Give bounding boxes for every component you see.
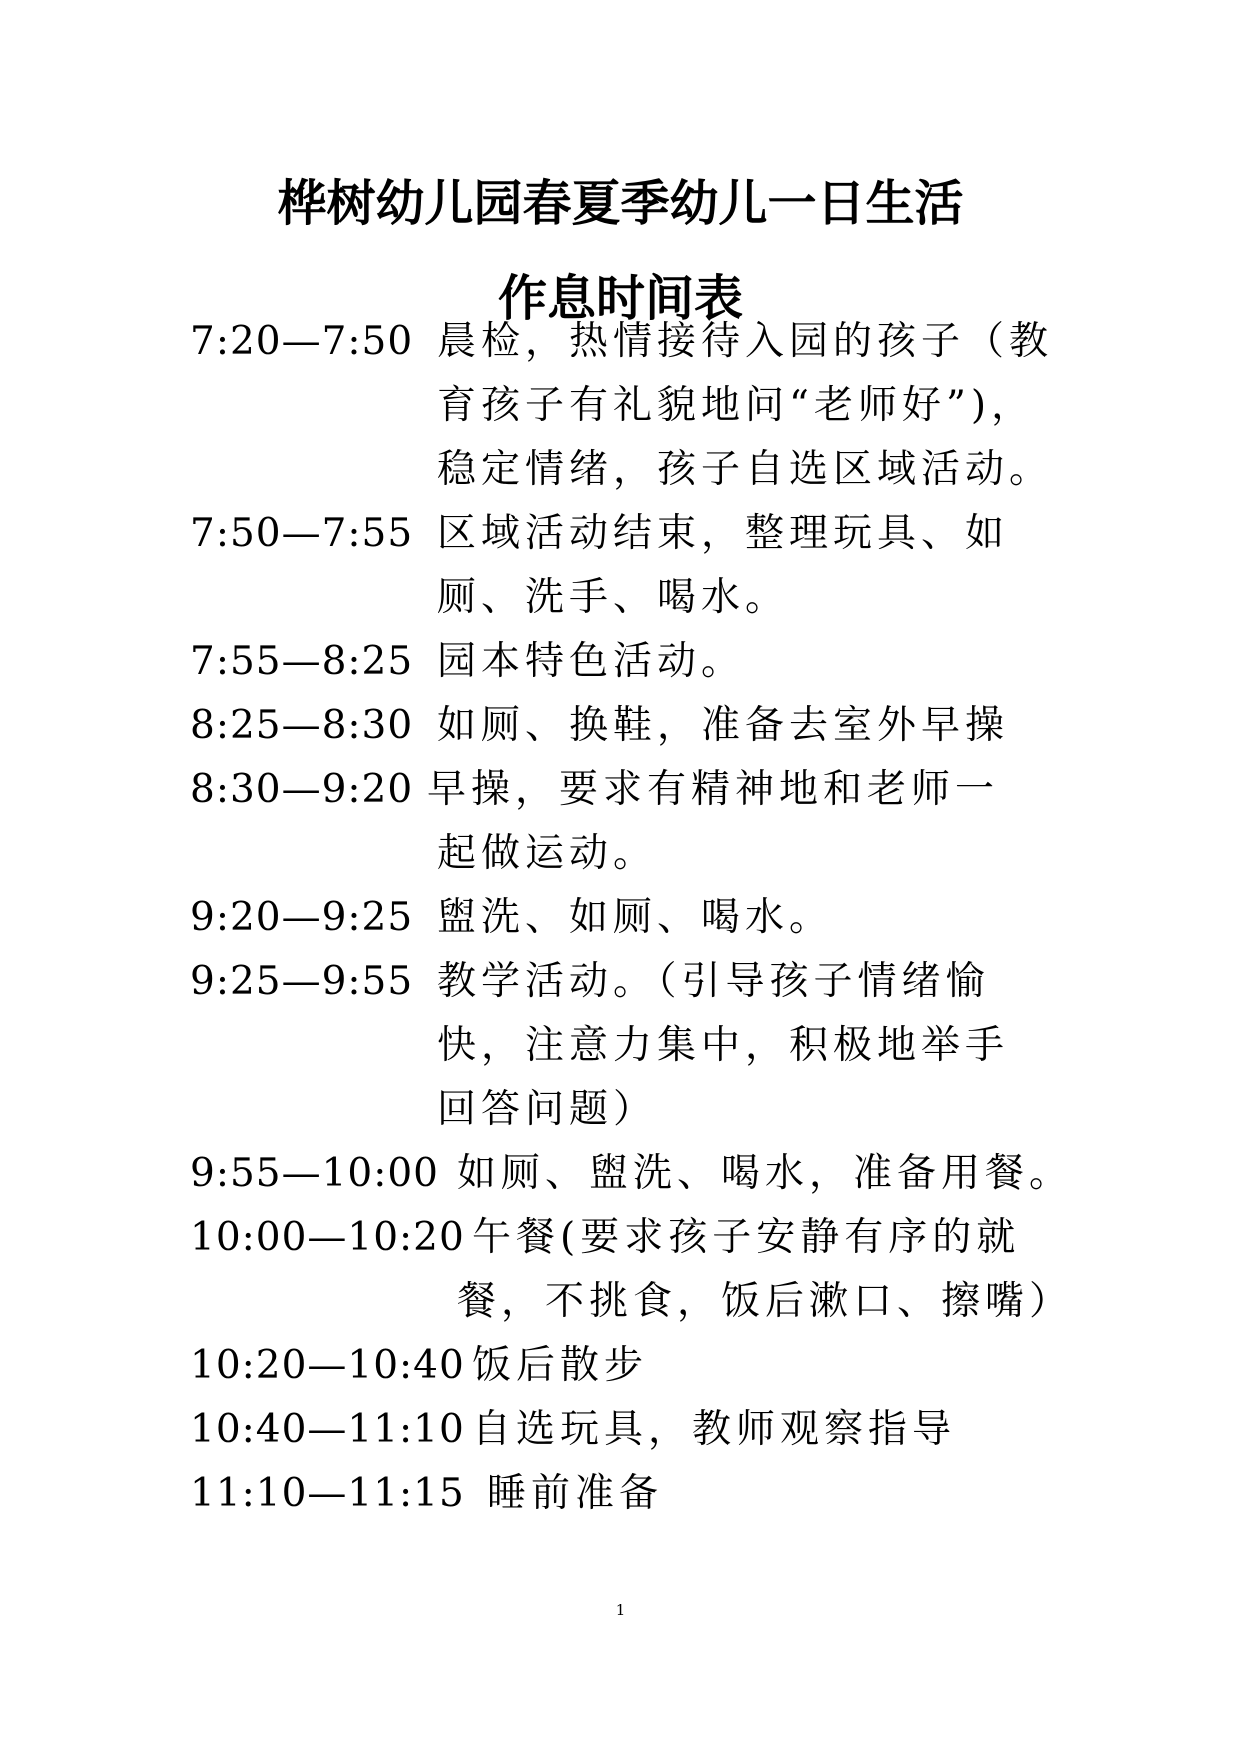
schedule-entry xyxy=(190,310,1190,502)
schedule-time: 9:25—9:55 xyxy=(190,959,414,1004)
schedule-text-line: 如厕、换鞋，准备去室外早操 xyxy=(437,703,1010,748)
schedule-entry xyxy=(190,950,1190,1142)
schedule-time: 11:10—11:15 xyxy=(190,1471,465,1516)
schedule-entry xyxy=(190,630,1190,694)
schedule-time: 10:00—10:20 xyxy=(190,1215,465,1260)
schedule-text-line: 睡前准备 xyxy=(487,1471,664,1516)
schedule-text-line: 厕、洗手、喝水。 xyxy=(437,575,790,620)
schedule-text-line: 晨检，热情接待入园的孩子（教 xyxy=(437,319,1054,364)
schedule-text-line: 早操，要求有精神地和老师一 xyxy=(427,767,1000,812)
schedule-entry xyxy=(190,1334,1190,1398)
schedule-entry xyxy=(190,886,1190,950)
schedule-time: 10:20—10:40 xyxy=(190,1343,465,1388)
schedule-text-line: 午餐(要求孩子安静有序的就 xyxy=(472,1215,1021,1260)
schedule-text-line: 盥洗、如厕、喝水。 xyxy=(437,895,834,940)
schedule-text-line: 育孩子有礼貌地问“老师好”)， xyxy=(437,383,1036,428)
schedule-entry xyxy=(190,1142,1190,1206)
schedule-entry xyxy=(190,694,1190,758)
schedule-text-line: 自选玩具，教师观察指导 xyxy=(472,1407,957,1452)
schedule-text-line: 教学活动。（引导孩子情绪愉 xyxy=(437,959,990,1004)
schedule-time: 7:50—7:55 xyxy=(190,511,414,556)
schedule-text-line: 餐，不挑食，饭后漱口、擦嘴） xyxy=(457,1279,1074,1324)
schedule-time: 10:40—11:10 xyxy=(190,1407,465,1452)
schedule-text-line: 起做运动。 xyxy=(437,831,658,876)
document-title-line-2: 作息时间表 xyxy=(497,269,743,327)
schedule-time: 7:20—7:50 xyxy=(190,319,414,364)
schedule-time: 7:55—8:25 xyxy=(190,639,414,684)
schedule-entry xyxy=(190,1398,1190,1462)
schedule-text-line: 快，注意力集中，积极地举手 xyxy=(437,1023,1010,1068)
schedule-text-line: 饭后散步 xyxy=(472,1343,649,1388)
schedule-time: 8:30—9:20 xyxy=(190,767,414,812)
schedule-entry xyxy=(190,1206,1190,1334)
schedule-time: 8:25—8:30 xyxy=(190,703,414,748)
page-number: 1 xyxy=(615,1601,626,1619)
schedule-entry xyxy=(190,1462,1190,1526)
schedule-text-line: 回答问题） xyxy=(437,1087,658,1132)
schedule-text-line: 稳定情绪，孩子自选区域活动。 xyxy=(437,447,1054,492)
schedule-entry xyxy=(190,758,1190,886)
schedule-text-line: 如厕、盥洗、喝水，准备用餐。 xyxy=(457,1151,1074,1196)
schedule-text-line: 园本特色活动。 xyxy=(437,639,746,684)
schedule-time: 9:55—10:00 xyxy=(190,1151,439,1196)
schedule-time: 9:20—9:25 xyxy=(190,895,414,940)
document-title-line-1: 桦树幼儿园春夏季幼儿一日生活 xyxy=(277,174,964,232)
schedule-entry xyxy=(190,502,1190,630)
schedule-text-line: 区域活动结束，整理玩具、如 xyxy=(437,511,1010,556)
